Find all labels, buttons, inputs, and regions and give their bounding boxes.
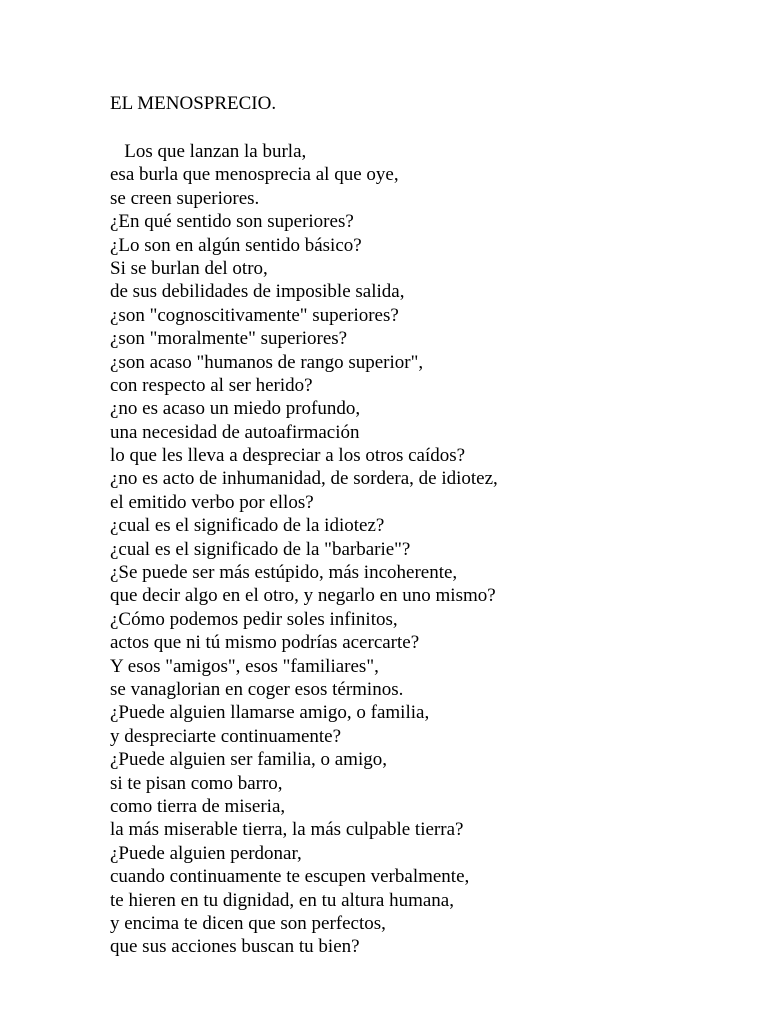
poem-line: ¿Puede alguien llamarse amigo, o familia, xyxy=(110,702,430,724)
poem-line: el emitido verbo por ellos? xyxy=(110,491,314,513)
poem-line: ¿Cómo podemos pedir soles infinitos, xyxy=(110,608,398,630)
poem-line: ¿son acaso "humanos de rango superior", xyxy=(110,351,424,373)
poem-line: una necesidad de autoafirmación xyxy=(110,421,360,443)
poem-line: esa burla que menosprecia al que oye, xyxy=(110,164,399,186)
poem-line: ¿Puede alguien ser familia, o amigo, xyxy=(110,749,387,771)
poem-line: ¿son "cognoscitivamente" superiores? xyxy=(110,304,399,326)
poem-line: la más miserable tierra, la más culpable tierra? xyxy=(110,819,464,841)
poem-line: ¿Lo son en algún sentido básico? xyxy=(110,234,362,256)
poem-line: lo que les lleva a despreciar a los otros caídos? xyxy=(110,445,466,467)
poem-body xyxy=(110,140,730,959)
poem-line: con respecto al ser herido? xyxy=(110,374,313,396)
poem-line: se vanaglorian en coger esos términos. xyxy=(110,678,404,700)
poem-line: ¿son "moralmente" superiores? xyxy=(110,328,348,350)
poem-line: actos que ni tú mismo podrías acercarte? xyxy=(110,632,420,654)
poem-line: y encima te dicen que son perfectos, xyxy=(110,912,386,934)
poem-line: si te pisan como barro, xyxy=(110,772,283,794)
poem-line: como tierra de miseria, xyxy=(110,795,286,817)
poem-line: ¿no es acto de inhumanidad, de sordera, de idiotez, xyxy=(110,468,498,490)
poem-line: que sus acciones buscan tu bien? xyxy=(110,936,360,958)
poem-line: ¿Puede alguien perdonar, xyxy=(110,842,302,864)
poem-line: Si se burlan del otro, xyxy=(110,257,268,279)
poem-line: ¿En qué sentido son superiores? xyxy=(110,211,354,233)
poem-line: Los que lanzan la burla, xyxy=(110,141,307,162)
poem-line: te hieren en tu dignidad, en tu altura humana, xyxy=(110,889,454,911)
poem-line: que decir algo en el otro, y negarlo en uno mismo? xyxy=(110,585,496,607)
poem-line: ¿cual es el significado de la idiotez? xyxy=(110,515,385,537)
poem-line: cuando continuamente te escupen verbalmente, xyxy=(110,866,470,888)
poem-line: ¿no es acaso un miedo profundo, xyxy=(110,398,361,420)
document-title: EL MENOSPRECIO. xyxy=(110,93,277,114)
poem-line: de sus debilidades de imposible salida, xyxy=(110,281,405,303)
poem-line: ¿cual es el significado de la "barbarie"? xyxy=(110,538,411,560)
poem-line: se creen superiores. xyxy=(110,187,260,209)
poem-line: Y esos "amigos", esos "familiares", xyxy=(110,655,379,677)
poem-line: y despreciarte continuamente? xyxy=(110,725,342,747)
poem-line: ¿Se puede ser más estúpido, más incoherente, xyxy=(110,562,458,584)
